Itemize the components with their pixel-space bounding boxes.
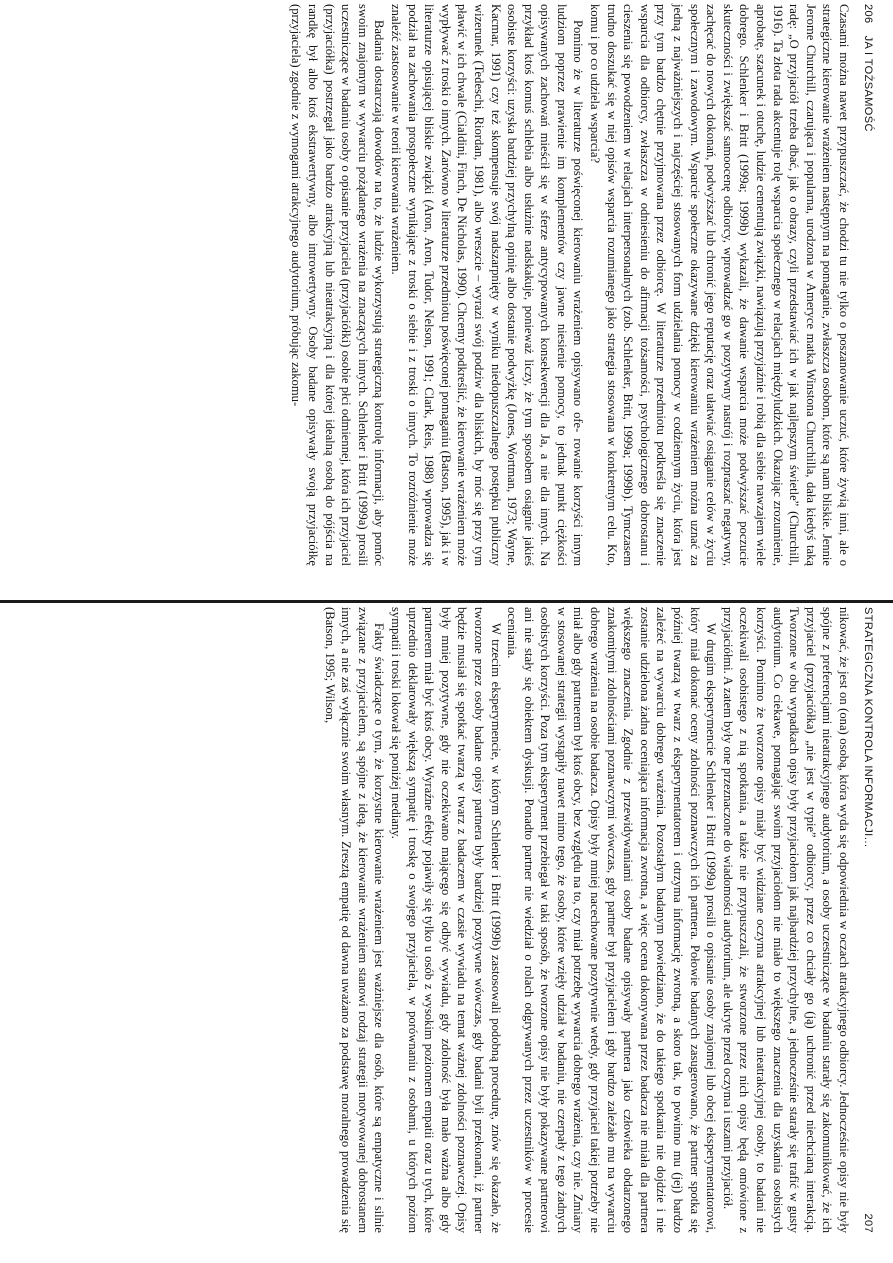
right-running-header	[862, 607, 874, 1233]
right-page	[0, 603, 893, 1263]
left-running-header	[862, 4, 874, 566]
left-page	[0, 0, 893, 598]
right-body-text	[321, 607, 852, 1233]
left-page-number: 206	[862, 4, 874, 24]
paragraph: Fakty świadczące o tym, że korzystne kierowanie wrażeniem jest ważniejsze dla osób, które są empatyczne i silnie związane z przyjacielem, są spójne z ideą, że kierowanie wrażeniem stanowi rodzaj strategii motywowanej dobrostanem innych, a nie zaś wyłącznie swoim własnym. Zresztą empatię od dawna uważano za podstawę moralnego prowadzenia się (Batson, 1995; Wilson,	[322, 607, 387, 1233]
paragraph: nikować, że jest on (ona) osobą, która wyda się odpowiednia w oczach atrakcyjnego odbiorcy. Jednocześnie opisy nie były spójne z preferencjami nieatrakcyjnego audytorium, a osoby uczestniczące w badaniu starały się zakomunikować, że ich przyjaciel (przyjaciółka) „nie jest w typie” odbiorcy, przez co chciały go (ją) uchronić przed niechcianą interakcją. Tworzone w obu wypadkach opisy były przyjaciołom jak najbardziej przychylne, a jednocześnie starały się trafić w gusty audytorium. Co ciekawe, pomagając swoim przyjaciołom nie miało to większego znaczenia dla uzyskania osobistych korzyści. Pomimo że tworzone opisy miały być widziane oczyma atrakcyjnej lub nieatrakcyjnej osoby, to badani nie oczekiwali osobistego z nią spotkania, a także nie przypuszczali, że stworzone przez nich opisy będą omówione z przyjaciółmi. A zatem były one przeznaczone do wiadomości audytorium, ale ukryte przed oczyma i uszami przyjaciół.	[720, 607, 851, 1233]
left-body-text	[288, 4, 852, 566]
paragraph: Pomimo że w literaturze poświęconej kierowaniu wrażeniem opisywano ofe- rowanie korzyści innym ludziom poprzez prawienie im komplementów czy jawne niesienie pomocy, to jednak punkt ciężkości opisywanych zachowań mieścił się w sferze antycypowanych konsekwencji dla Ja, a nie dla innych. Na przykład ktoś komuś schlebia albo usłużnie nadskakuje, ponieważ liczy, że tym sposobem osiągnie jakieś osobiste korzyści: uzyska bardziej przychylną opinię albo dostanie podwyżkę (Jones, Wortman, 1973; Wayne, Kacmar, 1991) czy też skompensuje swój nadszarpnięty w wyniku niedopuszczalnego postępku publiczny wizerunek (Tedeschi, Riordan, 1981), albo wreszcie – wyrazi swój podziw dla bliskich, by móc się przy tym pławić w ich chwale (Cialdini, Finch, De Nicholas, 1990). Chcemy podkreślić, że kierowanie wrażeniem może wypływać z troski o innych. Zarówno w literaturze przedmiotu poświęconej pomaganiu (Batson, 1995), jak i w literaturze opisującej bliskie związki (Aron, Aron, Tudor, Nelson, 1991; Clark, Reis, 1988) wprowadza się podział na zachowania prospołeczne wynikające z troski o siebie i z troski o innych. To rozróżnienie może znaleźć zastosowanie w teorii kierowania wrażeniem.	[388, 4, 586, 566]
paragraph: W drugim eksperymencie Schlenker i Britt (1999a) prosili o opisanie osoby znajomej lub obcej eksperymentatorowi, który miał dokonać oceny zdolności poznawczych ich partnera. Połowie badanych zasugerowano, że partner spotka się później twarzą w twarz z eksperymentatorem i otrzyma informację zwrotną, a skoro tak, to powinno mu (jej) bardzo zależeć na wywarciu dobrego wrażenia. Pozostałym badanym powiedziano, że do takiego spotkania nie dojdzie i nie zostanie udzielona żadna oceniająca informacja zwrotna, a więc ocena dokonywana przez badacza nie miała dla partnera większego znaczenia. Zgodnie z przewidywaniami osoby badane opisywały partnera jako człowieka obdarzonego znakomitymi zdolnościami poznawczymi wówczas, gdy partner był przyjacielem i gdy bardzo zależało mu na wywarciu dobrego wrażenia na osobie badacza. Opisy były mniej nacechowane pozytywnie wtedy, gdy przyjaciel takiej potrzeby nie miał albo gdy partnerem był ktoś obcy, bez względu na to, czy miał potrzebę wywarcia dobrego wrażenia, czy nie. Zmiany w stosowanej strategii wystąpiły nawet mimo tego, że osoby, które wzięły udział w badaniu, nie czerpały z tego żadnych osobistych korzyści. Poza tym eksperyment przebiegał w taki sposób, że tworzone opisy nie były pokazywane partnerowi ani nie stały się obiektem dyskusji. Ponadto partner nie wiedział o rolach odgrywanych przez uczestników w procesie oceniania.	[505, 607, 719, 1233]
left-running-head: JA I TOŻSAMOŚĆ	[862, 35, 874, 132]
paragraph: Badania dostarczają dowodów na to, że ludzie wykorzystują strategiczną kontrolę informacji, aby pomóc swoim znajomym w wywarciu pożądanego wrażenia na znaczących innych. Schlenker i Britt (1999a) prosili uczestniczące w badaniu osoby o opisanie przyjaciela (przyjaciółki) osobie płci odmiennej, która ich przyjaciel (przyjaciółka) postrzegał jako bardzo atrakcyjną lub nieatrakcyjną i dla której idealną osobą do pójścia na randkę był albo ktoś ekstrawertywny, albo introwertywny. Osoby badane opisywały swoją przyjaciółkę (przyjaciela) zgodnie z wymogami atrakcyjnego audytorium, próbując zakomu-	[289, 4, 387, 566]
paragraph: W trzecim eksperymencie, w którym Schlenker i Britt (1999b) zastosowali podobną procedurę, znów się okazało, że tworzone przez osoby badane opisy partnera były bardziej pozytywne wówczas, gdy badani byli przekonani, iż partner będzie musiał się spotkać twarzą w twarz z badaczem w czasie wywiadu na temat ważnej zdolności poznawczej. Opisy były mniej pozytywne, gdy nie oczekiwano mającego się odbyć wywiadu, gdy zdolność była mało ważna albo gdy partnerem miał być ktoś obcy. Wyraźne efekty pojawiły się tylko u osób z wysokim poziomem empatii oraz u tych, które uprzednio deklarowały większą sympatię i troskę o swojego przyjaciela, w porównaniu z osobami, u których poziom sympatii i troski lokował się poniżej mediany.	[388, 607, 503, 1233]
paragraph: Czasami można nawet przypuszczać, że chodzi tu nie tylko o poszanowanie uczuć, które żywią inni, ale o strategiczne kierowanie wrażeniem następnym na pomaganie, zwłaszcza osobom, które są nam bliskie. Jennie Jerome Churchill, czarująca i popularna, urodzona w Ameryce matka Winstona Churchilla, dała kiedyś taką radę: „O przyjaciół trzeba dbać, jak o obrazy, czyli przedstawiać ich w jak najlepszym świetle” (Churchill, 1916). Ta złota rada akcentuje rolę wsparcia społecznego w relacjach międzyludzkich. Okazując zrozumienie, aprobatę, szacunek i otuchę, ludzie cementują związki, nawiązują przyjaźnie i robią dla siebie nawzajem wiele dobrego. Schlenker i Britt (1999a; 1999b) wykazali, że dawanie wsparcia może podwyższać poczucie skuteczności i zwiększać samoocenę odbiorcy, wprowadzać go w pozytywny nastrój i rozpraszać negatywny, zachęcać do nowych dokonań, podwyższać lub chronić jego reputację oraz ułatwiać osiąganie celów w życiu społecznym i zawodowym. Wsparcie społeczne okazywane dzięki kierowaniu wrażeniem można uznać za jedną z najważniejszych i najczęściej stosowanych form udzielania pomocy w codziennym życiu, która jest przy tym bardzo chętnie przyjmowana przez odbiorcę. W literaturze przedmiotu podkreśla się znaczenie wsparcia dla odbiorcy, zwłaszcza w odniesieniu do afirmacji tożsamości, psychologicznego dobrostanu i cieszenia się powodzeniem w relacjach interpersonalnych (zob. Schlenker, Britt, 1999a; 1999b). Tymczasem trudno doszukać się w niej opisów wsparcia rozumianego jako strategia stosowana w konkretnym celu. Kto, komu i po co udziela wsparcia?	[588, 4, 851, 566]
right-running-head: STRATEGICZNA KONTROLA INFORMACJI…	[862, 607, 874, 848]
right-page-number: 207	[862, 1213, 874, 1233]
